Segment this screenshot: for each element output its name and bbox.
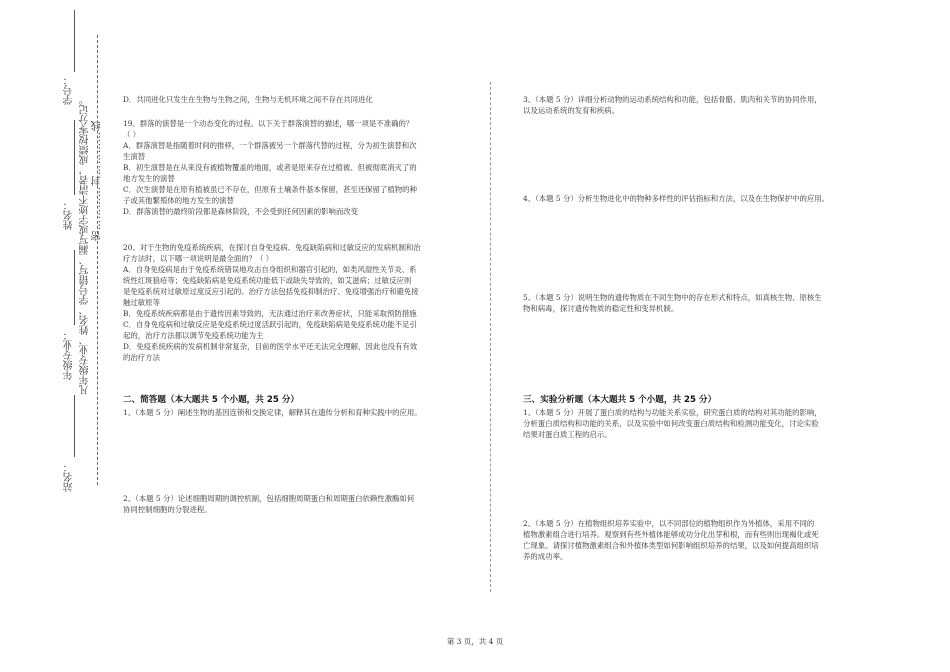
q19-option-a-cont: 生演替 xyxy=(123,152,146,161)
q20-option-a-cont: 是免疫系统对过敏原过度反应引起的。治疗方法包括免疫抑制治疗、免疫增强治疗和避免接 xyxy=(123,287,419,296)
q18-option-d: D．共同进化只发生在生物与生物之间，生物与无机环境之间不存在共同进化 xyxy=(123,95,373,104)
binding-margin xyxy=(0,0,110,672)
column-divider xyxy=(490,82,491,592)
experiment-q2-text-cont: 亡现象。请探讨植物激素组合和外植体类型如何影响组织培养的结果，以及如何提高组织培 xyxy=(523,541,819,550)
seal-line-text: 密…………封…………线 xyxy=(92,120,103,241)
short-answer-q2 xyxy=(123,493,473,515)
q20-option-b: B．免疫系统疾病都是由于遗传因素导致的，无法通过治疗来改善症状，只能采取预防措施 xyxy=(123,309,417,318)
short-answer-q5-text-cont: 物和病毒，探讨遗传物质的稳定性和变异机制。 xyxy=(523,304,679,313)
name-label: 姓名： xyxy=(64,200,75,230)
q19-stem: 19、群落的演替是一个动态变化的过程。以下关于群落演替的描述，哪一项是不准确的？ xyxy=(123,119,414,128)
q19-option-b: B．初生演替是在从来没有被植物覆盖的地面，或者是原来存在过植被、但被彻底消灭了的 xyxy=(123,163,417,172)
q19-option-b-cont: 地方发生的演替 xyxy=(123,174,175,183)
experiment-q1-text-cont: 结果对蛋白质工程的启示。 xyxy=(523,430,612,439)
experiment-q2-text: 2、（本题 5 分）在植物组织培养实验中，以不同部位的植物组织作为外植体，采用不同的 xyxy=(523,519,815,528)
q19-option-d: D．群落演替的最终阶段都是森林阶段，不会受到任何因素的影响而改变 xyxy=(123,207,359,216)
section-2-heading: 二、简答题（本大题共 5 个小题，共 25 分） xyxy=(123,395,300,405)
experiment-q2-text-cont: 养的成功率。 xyxy=(523,552,568,561)
q20-option-d: D．免疫系统疾病的发病机制非常复杂，目前的医学水平还无法完全理解，因此也没有有效 xyxy=(123,342,418,351)
page-number: 第 3 页，共 4 页 xyxy=(446,637,504,646)
q20-stem: 20、对于生物的免疫系统疾病，在探讨自身免疫病、免疫缺陷病和过敏反应的发病机制和治 xyxy=(123,243,421,252)
q19-stem-cont: （ ） xyxy=(123,130,141,139)
student-id-label: 学号： xyxy=(64,75,75,105)
student-id-underline xyxy=(74,10,75,72)
q20-option-a-cont: 统性红斑狼疮等；免疫缺陷病是免疫系统功能低下或缺失导致的，如艾滋病；过敏反应则 xyxy=(123,276,412,285)
short-answer-q3-text: 3、（本题 5 分）详细分析动物的运动系统结构和功能，包括骨骼、肌肉和关节的协同作用， xyxy=(523,95,822,104)
experiment-q2 xyxy=(523,518,873,562)
q20-option-c: C．自身免疫病和过敏反应是免疫系统过度活跃引起的，免疫缺陷病是免疫系统功能不足引 xyxy=(123,320,417,329)
short-answer-q4: 4、（本题 5 分）分析生物进化中的物种多样性的评估指标和方法，以及在生物保护中的应用。 xyxy=(523,194,830,203)
q19-option-a: A．群落演替是指随着时间的推移，一个群落被另一个群落代替的过程，分为初生演替和次 xyxy=(123,141,417,150)
q19-option-c: C．次生演替是在原有植被虽已不存在，但原有土壤条件基本保留，甚至还保留了植物的种 xyxy=(123,185,417,194)
short-answer-q3 xyxy=(523,94,873,116)
q20-option-a-cont: 触过敏原等 xyxy=(123,298,160,307)
section-3-heading: 三、实验分析题（本大题共 5 个小题，共 25 分） xyxy=(523,395,717,405)
q19-option-c-cont: 子或其他繁殖体的地方发生的演替 xyxy=(123,196,234,205)
short-answer-q1: 1、（本题 5 分）阐述生物的基因连锁和交换定律，解释其在遗传分析和育种实践中的应用。 xyxy=(123,408,422,417)
seal-line xyxy=(97,35,98,485)
short-answer-q2-text: 2、（本题 5 分）论述细胞周期的调控机制，包括细胞周期蛋白和周期蛋白依赖性激酶如何 xyxy=(123,494,415,503)
station-label: 站名： xyxy=(64,462,75,492)
experiment-q2-text-cont: 植物激素组合进行培养。观察到有些外植体能够成功分化出芽和根，而有些则出现褐化或死 xyxy=(523,530,819,539)
grade-major-label: 年级专业： xyxy=(64,330,75,380)
experiment-q1-text: 1、（本题 5 分）开展了蛋白质的结构与功能关系实验，研究蛋白质的结构对其功能的影响， xyxy=(523,408,822,417)
short-answer-q5 xyxy=(523,292,873,314)
q20-stem-cont: 疗方法时，以下哪一项说明是最全面的？（ ） xyxy=(123,254,274,263)
grade-major-underline xyxy=(74,250,75,325)
q20-option-c-cont: 起的，治疗方法都以调节免疫系统功能为主 xyxy=(123,331,264,340)
q20-option-a: A．自身免疫病是由于免疫系统错误地攻击自身组织和器官引起的，如类风湿性关节炎、系 xyxy=(123,265,417,274)
experiment-q1 xyxy=(523,407,873,440)
q20-option-d-cont: 的治疗方法 xyxy=(123,353,160,362)
name-underline xyxy=(74,120,75,195)
station-underline xyxy=(74,395,75,457)
short-answer-q2-text-cont: 协同控制细胞的分裂进程。 xyxy=(123,505,212,514)
experiment-q1-text-cont: 分析蛋白质结构和功能的关系，以及实验中如何改变蛋白质结构和检测功能变化，讨论实验 xyxy=(523,419,819,428)
short-answer-q5-text: 5、（本题 5 分）说明生物的遗传物质在不同生物中的存在形式和特点，如真核生物、原核生 xyxy=(523,293,822,302)
short-answer-q3-text-cont: 以及运动系统的发育和疾病。 xyxy=(523,106,620,115)
binding-note: 凡年级专业、姓名、学号错写、漏写或字迹不清者，成绩按零分记。 xyxy=(80,95,91,395)
question-19 xyxy=(123,118,473,217)
question-20 xyxy=(123,242,473,363)
